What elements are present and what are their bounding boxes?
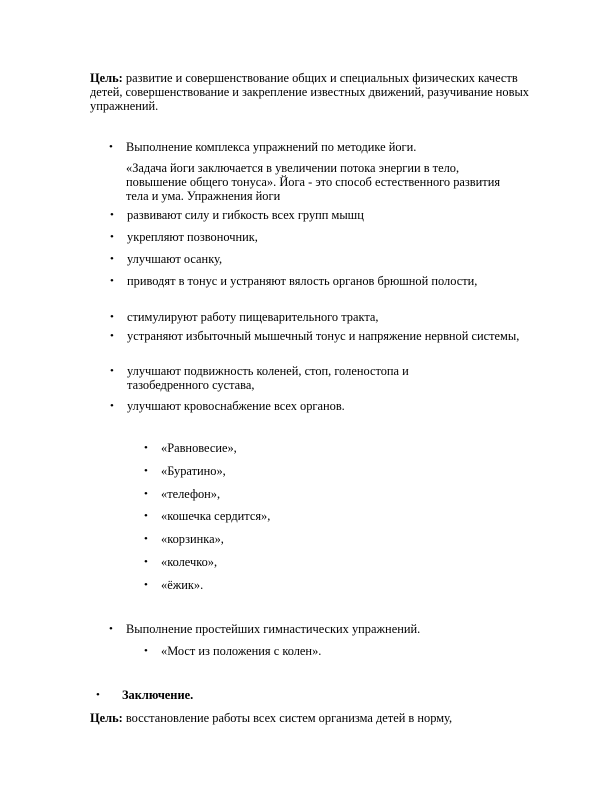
pose-item: «корзинка», [161,532,224,546]
pose-item: «Буратино», [161,464,226,478]
gymnastics-item-bullet: • [144,645,148,657]
pose-bullet: • [144,533,148,545]
benefit-bullet: • [110,253,114,265]
benefit-bullet: • [110,400,114,412]
gymnastics-heading: Выполнение простейших гимнастических упражнений. [126,622,421,636]
pose-bullet: • [144,556,148,568]
pose-item: «ёжик». [161,578,204,592]
pose-bullet: • [144,579,148,591]
benefit-item: укрепляют позвоночник, [127,230,258,244]
yoga-quote: «Задача йоги заключается в увеличении потока энергии в тело, повышение общего тонуса». Йога - это способ естественного развития тела и ума. Упражнения йоги [126,161,501,203]
benefit-item: улучшают кровоснабжение всех органов. [127,399,345,413]
pose-item: «телефон», [161,487,221,501]
benefit-item: улучшают осанку, [127,252,223,266]
pose-bullet: • [144,488,148,500]
benefit-bullet: • [110,365,114,377]
intro-goal-text: развитие и совершенствование общих и специальных физических качеств детей, совершенствование и закрепление известных движений, разучивание новых упражнений. [90,71,529,113]
pose-item: «Равновесие», [161,441,237,455]
conclusion-heading: Заключение. [122,688,194,702]
pose-bullet: • [144,442,148,454]
benefit-bullet: • [110,209,114,221]
benefit-bullet: • [110,231,114,243]
pose-bullet: • [144,465,148,477]
yoga-heading-bullet: • [109,141,113,153]
benefit-item: устраняют избыточный мышечный тонус и напряжение нервной системы, [127,329,520,343]
intro-goal-label: Цель: [90,71,123,85]
conclusion-bullet: • [96,689,100,701]
benefit-bullet: • [110,275,114,287]
benefit-item: развивают силу и гибкость всех групп мышц [127,208,364,222]
benefit-item: улучшают подвижность коленей, стоп, голеностопа и тазобедренного сустава, [127,364,409,392]
conclusion-goal-paragraph [90,711,530,725]
conclusion-goal-label: Цель: [90,711,123,725]
gymnastics-heading-bullet: • [109,623,113,635]
pose-bullet: • [144,510,148,522]
yoga-heading: Выполнение комплекса упражнений по методике йоги. [126,140,417,154]
intro-goal-paragraph [90,71,530,113]
benefit-item: приводят в тонус и устраняют вялость органов брюшной полости, [127,274,478,288]
gymnastics-item: «Мост из положения с колен». [161,644,322,658]
conclusion-goal-text: восстановление работы всех систем организма детей в норму, [122,711,453,725]
pose-item: «колечко», [161,555,218,569]
pose-item: «кошечка сердится», [161,509,271,523]
benefit-bullet: • [110,311,114,323]
benefit-item: стимулируют работу пищеварительного тракта, [127,310,379,324]
benefit-bullet: • [110,330,114,342]
